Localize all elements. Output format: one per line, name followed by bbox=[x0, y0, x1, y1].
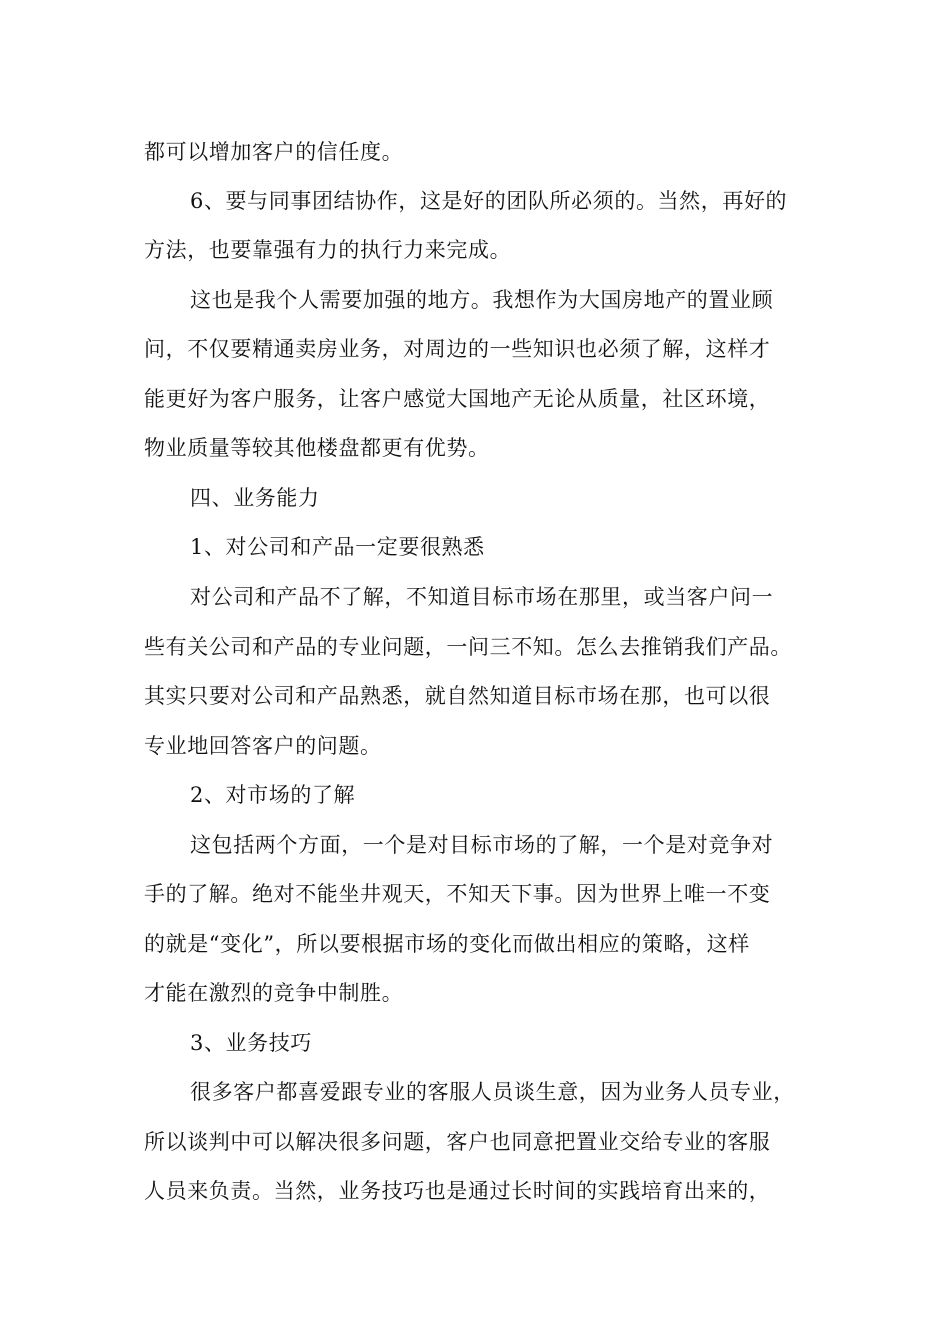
text-line: 能更好为客户服务，让客户感觉大国地产无论从质量，社区环境， bbox=[144, 387, 771, 411]
text-line: 这也是我个人需要加强的地方。我想作为大国房地产的置业顾 bbox=[190, 288, 774, 312]
text-line: 物业质量等较其他楼盘都更有优势。 bbox=[144, 436, 490, 460]
text-line: 方法，也要靠强有力的执行力来完成。 bbox=[144, 238, 512, 262]
text-line: 对公司和产品不了解，不知道目标市场在那里，或当客户问一 bbox=[190, 585, 774, 609]
subsection-heading: 1、对公司和产品一定要很熟悉 bbox=[190, 535, 485, 559]
text-line: 的就是“变化”，所以要根据市场的变化而做出相应的策略，这样 bbox=[144, 932, 750, 956]
text-line: 所以谈判中可以解决很多问题，客户也同意把置业交给专业的客服 bbox=[144, 1130, 771, 1154]
text-line: 都可以增加客户的信任度。 bbox=[144, 140, 404, 164]
text-line: 些有关公司和产品的专业问题，一问三不知。怎么去推销我们产品。 bbox=[144, 635, 792, 659]
text-line: 人员来负责。当然，业务技巧也是通过长时间的实践培育出来的， bbox=[144, 1179, 771, 1203]
text-line: 专业地回答客户的问题。 bbox=[144, 734, 382, 758]
text-line: 6、要与同事团结协作，这是好的团队所必须的。当然，再好的 bbox=[190, 189, 788, 213]
text-line: 问，不仅要精通卖房业务，对周边的一些知识也必须了解，这样才 bbox=[144, 337, 771, 361]
text-line: 其实只要对公司和产品熟悉，就自然知道目标市场在那，也可以很 bbox=[144, 684, 771, 708]
subsection-heading: 3、业务技巧 bbox=[190, 1031, 312, 1055]
section-heading: 四、业务能力 bbox=[190, 486, 320, 510]
subsection-heading: 2、对市场的了解 bbox=[190, 783, 356, 807]
text-line: 很多客户都喜爱跟专业的客服人员谈生意，因为业务人员专业， bbox=[190, 1080, 795, 1104]
text-line: 这包括两个方面，一个是对目标市场的了解，一个是对竞争对 bbox=[190, 833, 774, 857]
text-line: 手的了解。绝对不能坐井观天，不知天下事。因为世界上唯一不变 bbox=[144, 882, 771, 906]
text-line: 才能在激烈的竞争中制胜。 bbox=[144, 981, 404, 1005]
